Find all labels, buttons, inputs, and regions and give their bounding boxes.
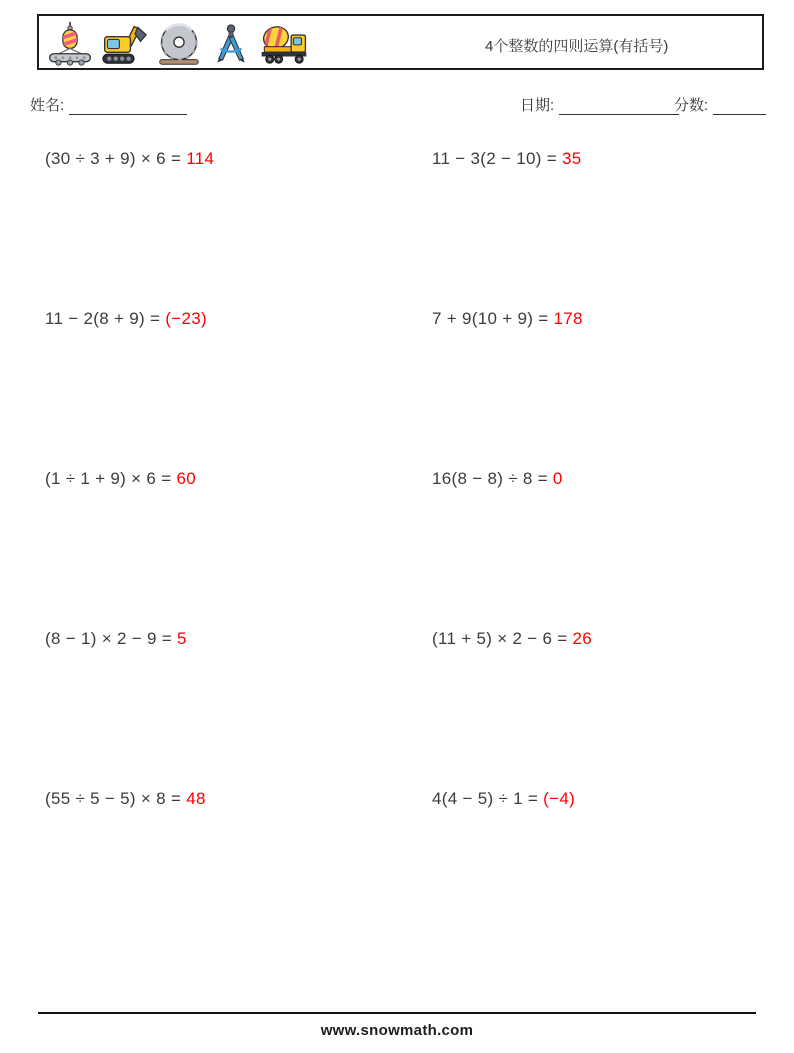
header-icon-strip: [47, 20, 309, 68]
problem-answer: 26: [572, 629, 593, 648]
problem-answer: 178: [553, 309, 583, 328]
problem-6: [432, 469, 563, 489]
problem-answer: 0: [552, 469, 563, 488]
problem-2: [432, 149, 582, 169]
problem-expression: 16(8 − 8) ÷ 8 =: [432, 469, 553, 488]
circular-saw-icon: [155, 21, 203, 67]
problem-expression: 7 + 9(10 + 9) =: [432, 309, 554, 328]
name-field: [30, 94, 187, 115]
footer-divider: [38, 1012, 756, 1014]
problem-answer: 48: [186, 789, 206, 808]
problem-expression: (30 ÷ 3 + 9) × 6 =: [45, 149, 187, 168]
problem-answer: 60: [176, 469, 196, 488]
page-title: 4个整数的四则运算(有括号): [485, 38, 669, 55]
problem-expression: (1 ÷ 1 + 9) × 6 =: [45, 469, 177, 488]
problem-answer: 5: [177, 629, 187, 648]
problem-answer: 114: [186, 149, 215, 168]
problem-5: [45, 469, 196, 489]
problem-expression: 11 − 2(8 + 9) =: [45, 309, 166, 328]
cement-mixer-truck-icon: [259, 21, 309, 67]
header-box: [37, 14, 764, 70]
wrecking-ball-icon: [47, 21, 93, 67]
score-label: 分数:: [674, 97, 709, 114]
problem-expression: 11 − 3(2 − 10) =: [432, 149, 563, 168]
problem-expression: (11 + 5) × 2 − 6 =: [432, 629, 573, 648]
problem-expression: (55 ÷ 5 − 5) × 8 =: [45, 789, 187, 808]
problem-expression: (8 − 1) × 2 − 9 =: [45, 629, 178, 648]
problem-4: [432, 309, 583, 329]
footer-url: www.snowmath.com: [320, 1022, 474, 1039]
problem-10: [432, 789, 575, 809]
problem-answer: (−4): [543, 789, 576, 808]
score-field: [674, 94, 766, 115]
problem-1: [45, 149, 214, 169]
date-blank-line: [559, 99, 679, 115]
problem-3: [45, 309, 207, 329]
name-label: 姓名:: [30, 97, 65, 114]
compass-icon: [210, 21, 252, 67]
score-blank-line: [713, 99, 766, 115]
problem-answer: 35: [562, 149, 582, 168]
excavator-icon: [100, 21, 148, 67]
problem-7: [45, 629, 187, 649]
date-field: [520, 94, 679, 115]
date-label: 日期:: [520, 97, 555, 114]
problem-8: [432, 629, 592, 649]
problem-9: [45, 789, 206, 809]
problem-expression: 4(4 − 5) ÷ 1 =: [432, 789, 544, 808]
name-blank-line: [69, 99, 187, 115]
problem-answer: (−23): [165, 309, 207, 328]
